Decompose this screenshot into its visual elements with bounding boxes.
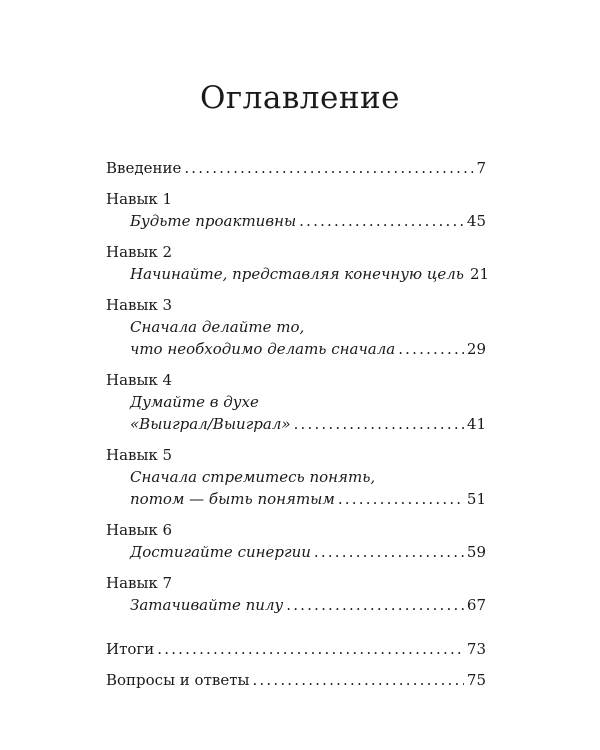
habit-label: Навык 2 bbox=[106, 243, 173, 261]
table-of-contents bbox=[106, 157, 490, 691]
habit-title-line-1: Сначала стремитесь понять, bbox=[130, 468, 376, 486]
toc-page-number: 73 bbox=[466, 640, 486, 658]
toc-page-number: 59 bbox=[466, 543, 486, 561]
habit-title-line-2: «Выиграл/Выиграл» bbox=[130, 415, 291, 433]
toc-entry-habit-7[interactable] bbox=[106, 572, 486, 616]
toc-page-number: 45 bbox=[466, 212, 486, 230]
dot-leader bbox=[299, 210, 464, 232]
toc-entry-label: Введение bbox=[106, 159, 182, 177]
toc-entry-habit-4[interactable] bbox=[106, 369, 486, 435]
toc-entry-habit-2[interactable] bbox=[106, 241, 490, 285]
habit-label: Навык 4 bbox=[106, 371, 173, 389]
habit-title-line-1: Думайте в духе bbox=[130, 393, 259, 411]
habit-title-line-2: потом — быть понятым bbox=[130, 490, 335, 508]
habit-title: Будьте проактивны bbox=[130, 212, 297, 230]
habit-title-line-1: Сначала делайте то, bbox=[130, 318, 305, 336]
toc-entry-label: Итоги bbox=[106, 640, 155, 658]
dot-leader bbox=[294, 413, 464, 435]
habit-title: Начинайте, представляя конечную цель bbox=[130, 265, 464, 283]
toc-entry-label: Вопросы и ответы bbox=[106, 671, 250, 689]
toc-page-number: 75 bbox=[466, 671, 486, 689]
dot-leader bbox=[286, 594, 464, 616]
toc-page-number: 51 bbox=[466, 490, 486, 508]
habit-label: Навык 6 bbox=[106, 521, 173, 539]
dot-leader bbox=[157, 638, 464, 660]
dot-leader bbox=[252, 669, 463, 691]
toc-entry-summary[interactable] bbox=[106, 638, 486, 660]
dot-leader bbox=[338, 488, 464, 510]
habit-title: Достигайте синергии bbox=[130, 543, 311, 561]
toc-page-number: 41 bbox=[466, 415, 486, 433]
dot-leader bbox=[398, 338, 464, 360]
dot-leader bbox=[184, 157, 473, 179]
habit-label: Навык 3 bbox=[106, 296, 173, 314]
page-title: Оглавление bbox=[200, 80, 400, 116]
toc-entry-habit-3[interactable] bbox=[106, 294, 486, 360]
toc-entry-qa[interactable] bbox=[106, 669, 486, 691]
toc-entry-habit-1[interactable] bbox=[106, 188, 486, 232]
toc-entry-habit-6[interactable] bbox=[106, 519, 486, 563]
toc-page-number: 7 bbox=[476, 159, 486, 177]
toc-entry-intro[interactable] bbox=[106, 157, 486, 179]
habit-label: Навык 1 bbox=[106, 190, 173, 208]
dot-leader bbox=[314, 541, 464, 563]
toc-entry-habit-5[interactable] bbox=[106, 444, 486, 510]
habit-title: Затачивайте пилу bbox=[130, 596, 284, 614]
toc-page-number: 67 bbox=[466, 596, 486, 614]
toc-page-number: 29 bbox=[466, 340, 486, 358]
habit-title-line-2: что необходимо делать сначала bbox=[130, 340, 396, 358]
habit-label: Навык 7 bbox=[106, 574, 173, 592]
habit-label: Навык 5 bbox=[106, 446, 173, 464]
toc-page-number: 21 bbox=[469, 265, 490, 283]
